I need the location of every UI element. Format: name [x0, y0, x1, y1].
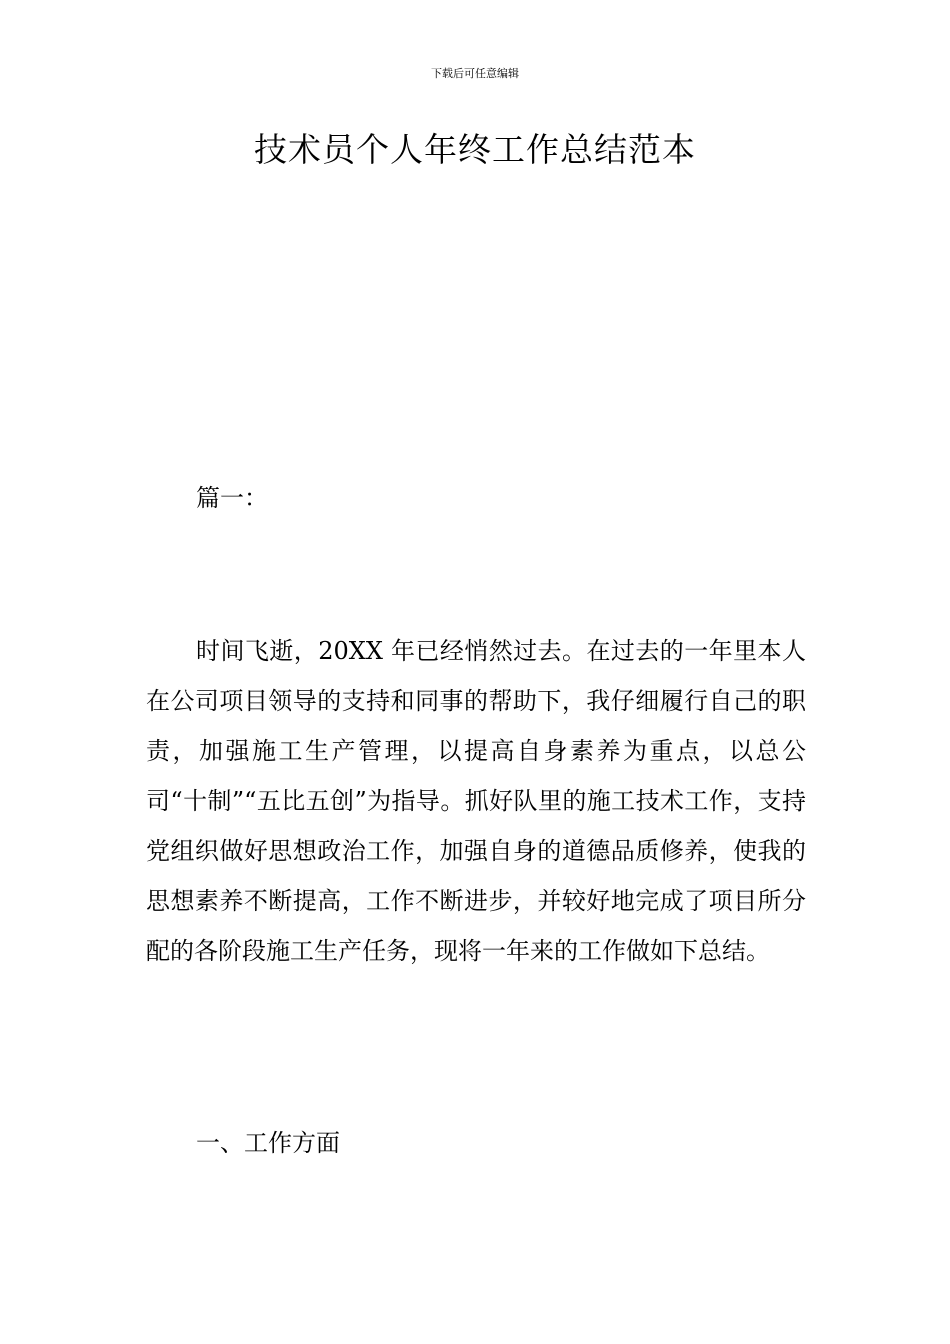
body-paragraph: 时间飞逝，20XX 年已经悄然过去。在过去的一年里本人在公司项目领导的支持和同事的帮助下，我仔细履行自己的职责，加强施工生产管理，以提高自身素养为重点，以总公司“十制”“五比五创”为指导。抓好队里的施工技术工作，支持党组织做好思想政治工作，加强自身的道德品质修养，使我的思想素养不断提高，工作不断进步，并较好地完成了项目所分配的各阶段施工生产任务，现将一年来的工作做如下总结。 [146, 637, 806, 965]
section-label: 篇一： [196, 484, 268, 512]
document-title: 技术员个人年终工作总结范本 [254, 130, 696, 169]
header-note: 下载后可任意编辑 [431, 67, 519, 80]
sub-heading: 一、工作方面 [196, 1129, 340, 1157]
